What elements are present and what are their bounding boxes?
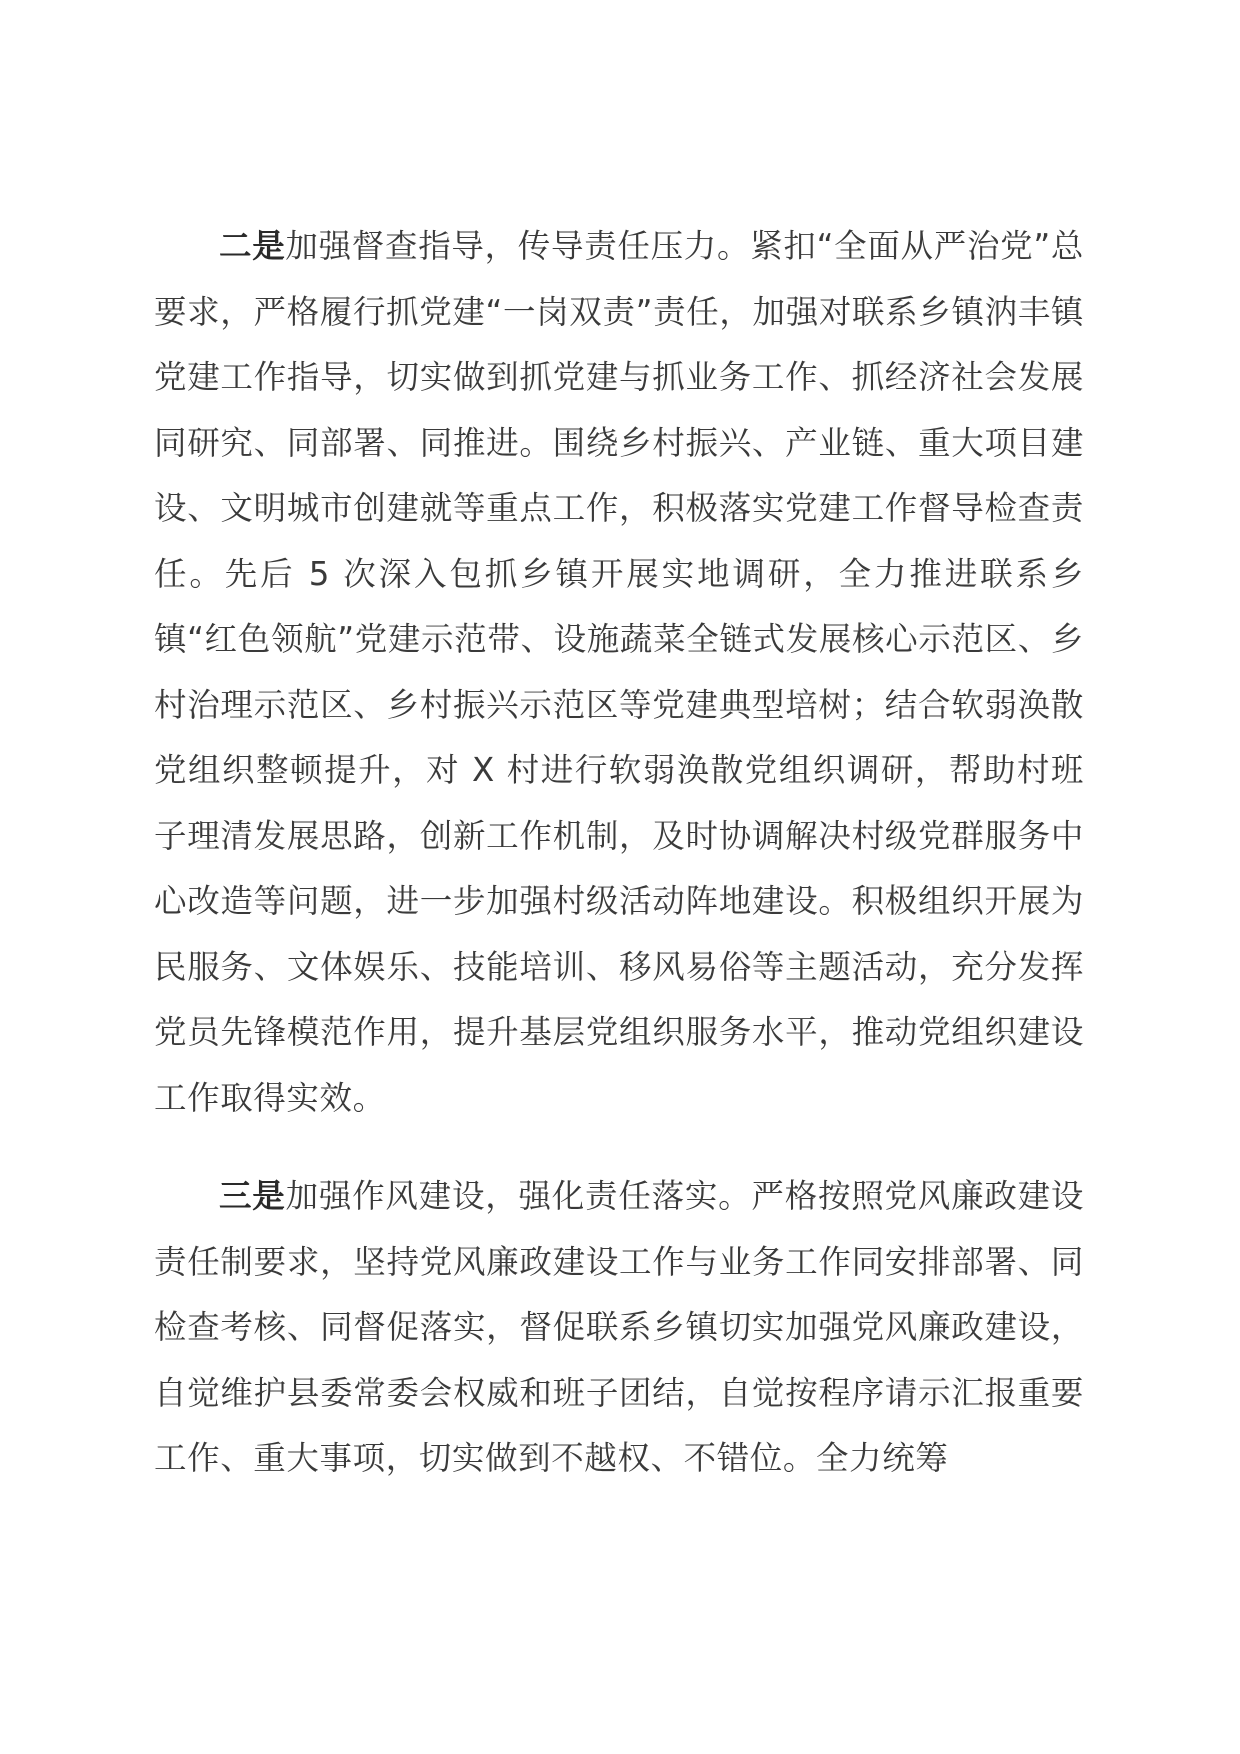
paragraph-lead: 二是 bbox=[219, 227, 286, 265]
paragraph-lead: 三是 bbox=[219, 1177, 286, 1215]
paragraph-2 bbox=[154, 214, 1084, 1131]
document-body bbox=[154, 214, 1084, 1492]
paragraph-text: 加强作风建设，强化责任落实。严格按照党风廉政建设责任制要求，坚持党风廉政建设工作与业务工作同安排部署、同检查考核、同督促落实，督促联系乡镇切实加强党风廉政建设，自觉维护县委常委会权威和班子团结，自觉按程序请示汇报重要工作、重大事项，切实做到不越权、不错位。全力统筹 bbox=[154, 1177, 1085, 1477]
paragraph-3 bbox=[154, 1164, 1084, 1492]
paragraph-text: 加强督查指导，传导责任压力。紧扣“全面从严治党”总要求，严格履行抓党建“一岗双责”责任，加强对联系乡镇汭丰镇党建工作指导，切实做到抓党建与抓业务工作、抓经济社会发展同研究、同部署、同推进。围绕乡村振兴、产业链、重大项目建设、文明城市创建就等重点工作，积极落实党建工作督导检查责任。先后 5 次深入包抓乡镇开展实地调研，全力推进联系乡镇“红色领航”党建示范带、设施蔬菜全链式发展核心示范区、乡村治理示范区、乡村振兴示范区等党建典型培树；结合软弱涣散党组织整顿提升，对 X 村进行软弱涣散党组织调研，帮助村班子理清发展思路，创新工作机制，及时协调解决村级党群服务中心改造等问题，进一步加强村级活动阵地建设。积极组织开展为民服务、文体娱乐、技能培训、移风易俗等主题活动，充分发挥党员先锋模范作用，提升基层党组织服务水平，推动党组织建设工作取得实效。 bbox=[154, 227, 1084, 1117]
